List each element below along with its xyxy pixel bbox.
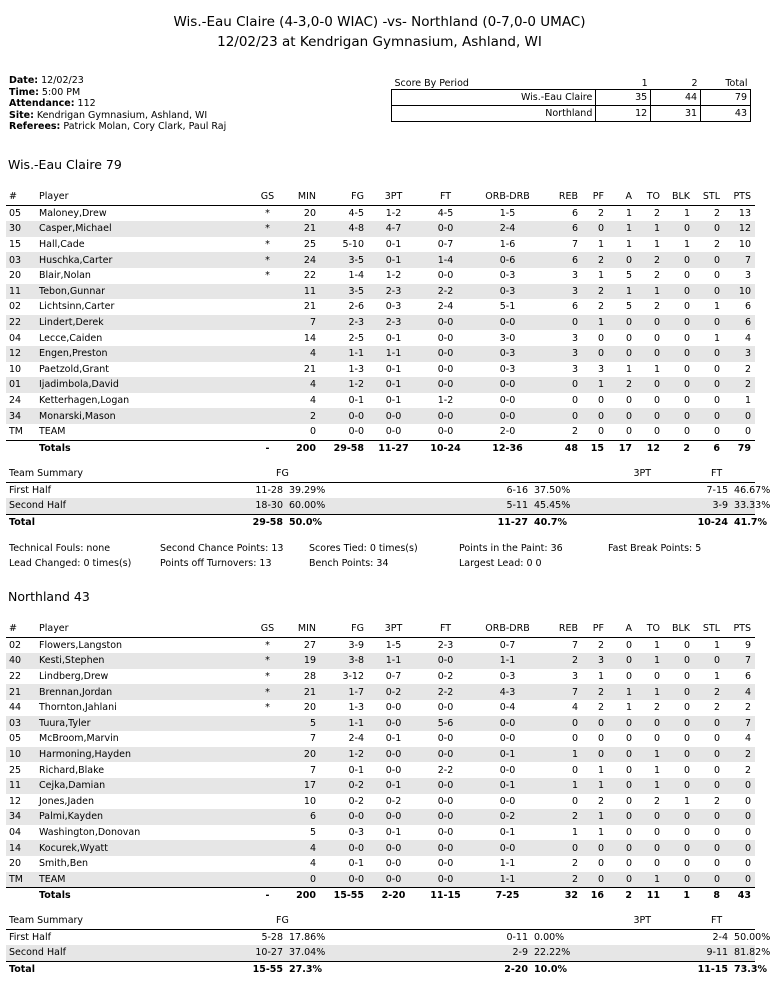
player-row: 20 Blair,Nolan * 22 1-4 1-2 0-0 0-3 3 1 5 2 0 0 3 [9, 270, 751, 282]
misc-technical-fouls: Technical Fouls: none [9, 543, 111, 554]
player-row: 22 Lindert,Derek 7 2-3 2-3 0-0 0-0 0 1 0 0 0 0 6 [6, 315, 755, 331]
player-row: 03 Tuura,Tyler 5 1-1 0-0 5-6 0-0 0 0 0 0 0 0 7 [6, 716, 755, 732]
player-row: 22 Lindberg,Drew * 28 3-12 0-7 0-2 0-3 3 1 0 0 0 1 6 [9, 671, 751, 683]
summary-row: Second Half 18-30 60.00% 5-11 45.45% 3-9 33.33% [6, 498, 755, 514]
player-row: 44 Thornton,Jahlani * 20 1-3 0-0 0-0 0-4 4 2 1 2 0 2 2 [9, 702, 751, 714]
player-row: 20 Smith,Ben 4 0-1 0-0 0-0 1-1 2 0 0 0 0 0 0 [9, 858, 751, 870]
game-meta [9, 75, 226, 133]
summary-row: First Half 11-28 39.29% 6-16 37.50% 7-15 46.67% [9, 484, 770, 496]
summary-row: Total 15-55 27.3% 2-20 10.0% 11-15 73.3% [6, 961, 755, 977]
box-score-northland [6, 621, 755, 904]
player-row: 11 Tebon,Gunnar 11 3-5 2-3 2-2 0-3 3 2 1 1 0 0 10 [6, 284, 755, 300]
meta-site: Site: Kendrigan Gymnasium, Ashland, WI [9, 109, 208, 121]
misc-bench-points: Bench Points: 34 [309, 558, 389, 569]
game-title: Wis.-Eau Claire (4-3,0-0 WIAC) -vs- Northland (0-7,0-0 UMAC) [173, 14, 586, 30]
player-row: 03 Huschka,Carter * 24 3-5 0-1 1-4 0-6 6 2 0 2 0 0 7 [6, 252, 755, 268]
team-heading-northland: Northland 43 [8, 589, 90, 604]
player-row: 30 Casper,Michael * 21 4-8 4-7 0-0 2-4 6 0 1 1 0 0 12 [6, 221, 755, 237]
score-row-away: Northland 12 31 43 [392, 106, 751, 122]
summary-row: First Half 5-28 17.86% 0-11 0.00% 2-4 50.00% [9, 931, 770, 943]
player-row: 34 Monarski,Mason 2 0-0 0-0 0-0 0-0 0 0 0 0 0 0 0 [6, 408, 755, 424]
player-row: 02 Lichtsinn,Carter 21 2-6 0-3 2-4 5-1 6 2 5 2 0 1 6 [9, 301, 751, 313]
misc-second-chance: Second Chance Points: 13 [160, 543, 284, 554]
player-row: 15 Hall,Cade * 25 5-10 0-1 0-7 1-6 7 1 1 1 1 2 10 [9, 239, 751, 251]
player-row: 01 Ijadimbola,David 4 1-2 0-1 0-0 0-0 0 1 2 0 0 0 2 [6, 377, 755, 393]
player-row: TM TEAM 0 0-0 0-0 0-0 1-1 2 0 0 1 0 0 0 [6, 872, 755, 888]
player-row: TM TEAM 0 0-0 0-0 0-0 2-0 2 0 0 0 0 0 0 [9, 426, 751, 438]
player-row: 04 Lecce,Caiden 14 2-5 0-1 0-0 3-0 3 0 0 0 0 1 4 [9, 332, 751, 344]
player-row: 12 Engen,Preston 4 1-1 1-1 0-0 0-3 3 0 0 0 0 0 3 [6, 346, 755, 362]
box-header-row: # Player GS MIN FG 3PT FT ORB-DRB REB PF A TO BLK STL PTS [6, 189, 755, 205]
player-row: 14 Kocurek,Wyatt 4 0-0 0-0 0-0 0-0 0 0 0 0 0 0 0 [6, 840, 755, 856]
misc-largest-lead: Largest Lead: 0 0 [459, 558, 542, 569]
team-summary-wis-eau-claire [6, 466, 770, 530]
misc-fast-break: Fast Break Points: 5 [608, 543, 702, 554]
player-row: 21 Brennan,Jordan * 21 1-7 0-2 2-2 4-3 7 2 1 1 0 2 4 [6, 684, 755, 700]
score-row-home: Wis.-Eau Claire 35 44 79 [392, 90, 751, 106]
box-score-wis-eau-claire [6, 189, 755, 456]
meta-referees: Referees: Patrick Molan, Cory Clark, Paul Raj [9, 121, 227, 133]
misc-scores-tied: Scores Tied: 0 times(s) [309, 543, 418, 554]
meta-time: Time: 5:00 PM [9, 86, 81, 98]
totals-row: Totals - 200 29-58 11-27 10-24 12-36 48 15 17 12 2 6 79 [6, 440, 755, 456]
player-row: 10 Harmoning,Hayden 20 1-2 0-0 0-0 0-1 1 0 0 1 0 0 2 [6, 747, 755, 763]
misc-lead-changed: Lead Changed: 0 times(s) [9, 558, 132, 569]
player-row: 11 Cejka,Damian 17 0-2 0-1 0-0 0-1 1 1 0 1 0 0 0 [6, 778, 755, 794]
meta-date: Date: 12/02/23 [9, 75, 84, 86]
meta-attendance: Attendance: 112 [9, 98, 96, 110]
game-subtitle: 12/02/23 at Kendrigan Gymnasium, Ashland, WI [217, 34, 542, 50]
player-row: 12 Jones,Jaden 10 0-2 0-2 0-0 0-0 0 2 0 2 1 2 0 [9, 795, 751, 807]
player-row: 25 Richard,Blake 7 0-1 0-0 2-2 0-0 0 1 0 1 0 0 2 [9, 764, 751, 776]
summary-header-row: Team Summary FG 3PT FT [6, 466, 755, 482]
team-heading-wis-eau-claire: Wis.-Eau Claire 79 [8, 157, 122, 172]
player-row: 24 Ketterhagen,Logan 4 0-1 0-1 1-2 0-0 0 0 0 0 0 0 1 [9, 395, 751, 407]
totals-row: Totals - 200 15-55 2-20 11-15 7-25 32 16 2 11 1 8 43 [6, 888, 755, 904]
misc-points-paint: Points in the Paint: 36 [459, 543, 563, 554]
player-row: 10 Paetzold,Grant 21 1-3 0-1 0-0 0-3 3 3 1 1 0 0 2 [9, 363, 751, 375]
player-row: 40 Kesti,Stephen * 19 3-8 1-1 0-0 1-1 2 3 0 1 0 0 7 [6, 653, 755, 669]
player-row: 04 Washington,Donovan 5 0-3 0-1 0-0 0-1 1 1 0 0 0 0 0 [9, 827, 751, 839]
score-by-period-table [391, 77, 751, 122]
player-row: 02 Flowers,Langston * 27 3-9 1-5 2-3 0-7 7 2 0 1 0 1 9 [9, 639, 751, 651]
summary-row: Total 29-58 50.0% 11-27 40.7% 10-24 41.7% [6, 514, 755, 530]
score-by-period-header: Score By Period 1 2 Total [392, 77, 751, 90]
box-header-row: # Player GS MIN FG 3PT FT ORB-DRB REB PF A TO BLK STL PTS [6, 621, 755, 637]
player-row: 05 Maloney,Drew * 20 4-5 1-2 4-5 1-5 6 2 1 2 1 2 13 [9, 207, 751, 219]
misc-points-off-turnovers: Points off Turnovers: 13 [160, 558, 272, 569]
player-row: 34 Palmi,Kayden 6 0-0 0-0 0-0 0-2 2 1 0 0 0 0 0 [6, 809, 755, 825]
player-row: 05 McBroom,Marvin 7 2-4 0-1 0-0 0-0 0 0 0 0 0 0 4 [9, 733, 751, 745]
team-summary-northland [6, 913, 770, 977]
summary-row: Second Half 10-27 37.04% 2-9 22.22% 9-11 81.82% [6, 945, 755, 961]
summary-header-row: Team Summary FG 3PT FT [6, 913, 755, 929]
